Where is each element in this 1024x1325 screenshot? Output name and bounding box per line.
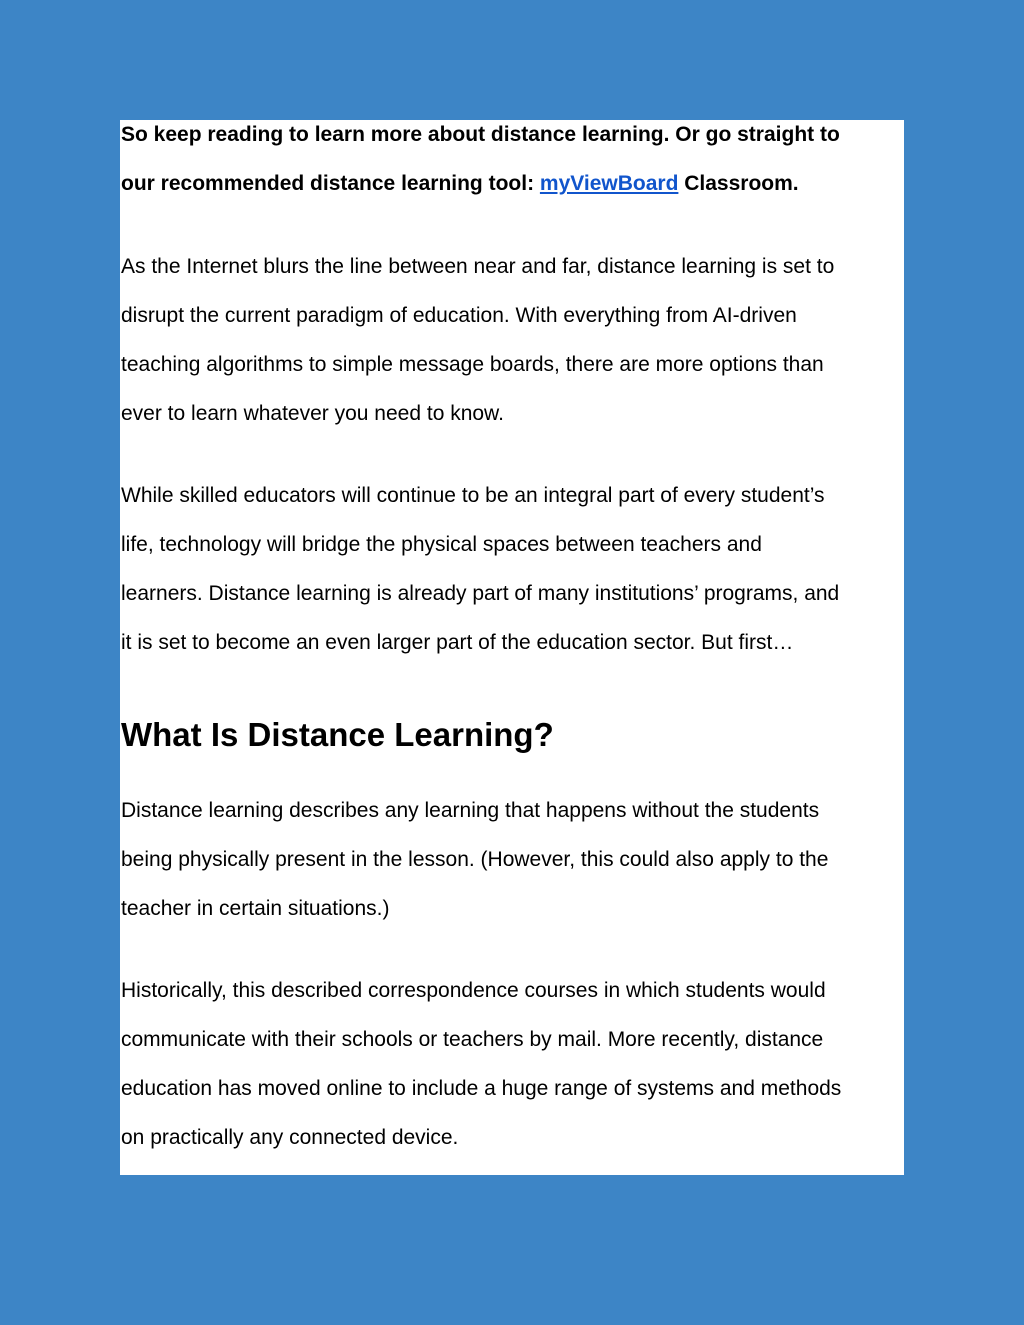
- intro-paragraph: [121, 110, 840, 208]
- paragraph-definition: [121, 786, 828, 933]
- paragraph-line: While skilled educators will continue to be an integral part of every student’s: [121, 484, 825, 507]
- paragraph-history: [121, 966, 841, 1162]
- paragraph-line: ever to learn whatever you need to know.: [121, 402, 504, 425]
- paragraph-line: disrupt the current paradigm of education. With everything from AI-driven: [121, 304, 797, 327]
- section-heading: What Is Distance Learning?: [121, 716, 554, 753]
- paragraph-internet: [121, 242, 834, 438]
- paragraph-line: being physically present in the lesson. (However, this could also apply to the: [121, 848, 829, 871]
- paragraph-line: teacher in certain situations.): [121, 897, 390, 920]
- paragraph-line: communicate with their schools or teachers by mail. More recently, distance: [121, 1028, 824, 1051]
- intro-text-before-link: our recommended distance learning tool:: [121, 172, 540, 195]
- paragraph-line: teaching algorithms to simple message boards, there are more options than: [121, 353, 824, 376]
- intro-text-after-link: Classroom.: [678, 172, 799, 195]
- document-page: [120, 120, 904, 1175]
- paragraph-line: education has moved online to include a huge range of systems and methods: [121, 1077, 842, 1100]
- myviewboard-link[interactable]: myViewBoard: [539, 172, 679, 195]
- paragraph-line: Distance learning describes any learning that happens without the students: [121, 799, 820, 822]
- paragraph-line: As the Internet blurs the line between near and far, distance learning is set to: [121, 255, 835, 278]
- intro-line-2: [121, 159, 840, 208]
- paragraph-line: it is set to become an even larger part of the education sector. But first…: [121, 631, 794, 654]
- paragraph-line: on practically any connected device.: [121, 1126, 459, 1149]
- paragraph-line: Historically, this described correspondence courses in which students would: [121, 979, 826, 1002]
- paragraph-line: life, technology will bridge the physical spaces between teachers and: [121, 533, 762, 556]
- intro-line-1: So keep reading to learn more about distance learning. Or go straight to: [121, 123, 840, 146]
- paragraph-educators: [121, 471, 839, 667]
- paragraph-line: learners. Distance learning is already part of many institutions’ programs, and: [121, 582, 840, 605]
